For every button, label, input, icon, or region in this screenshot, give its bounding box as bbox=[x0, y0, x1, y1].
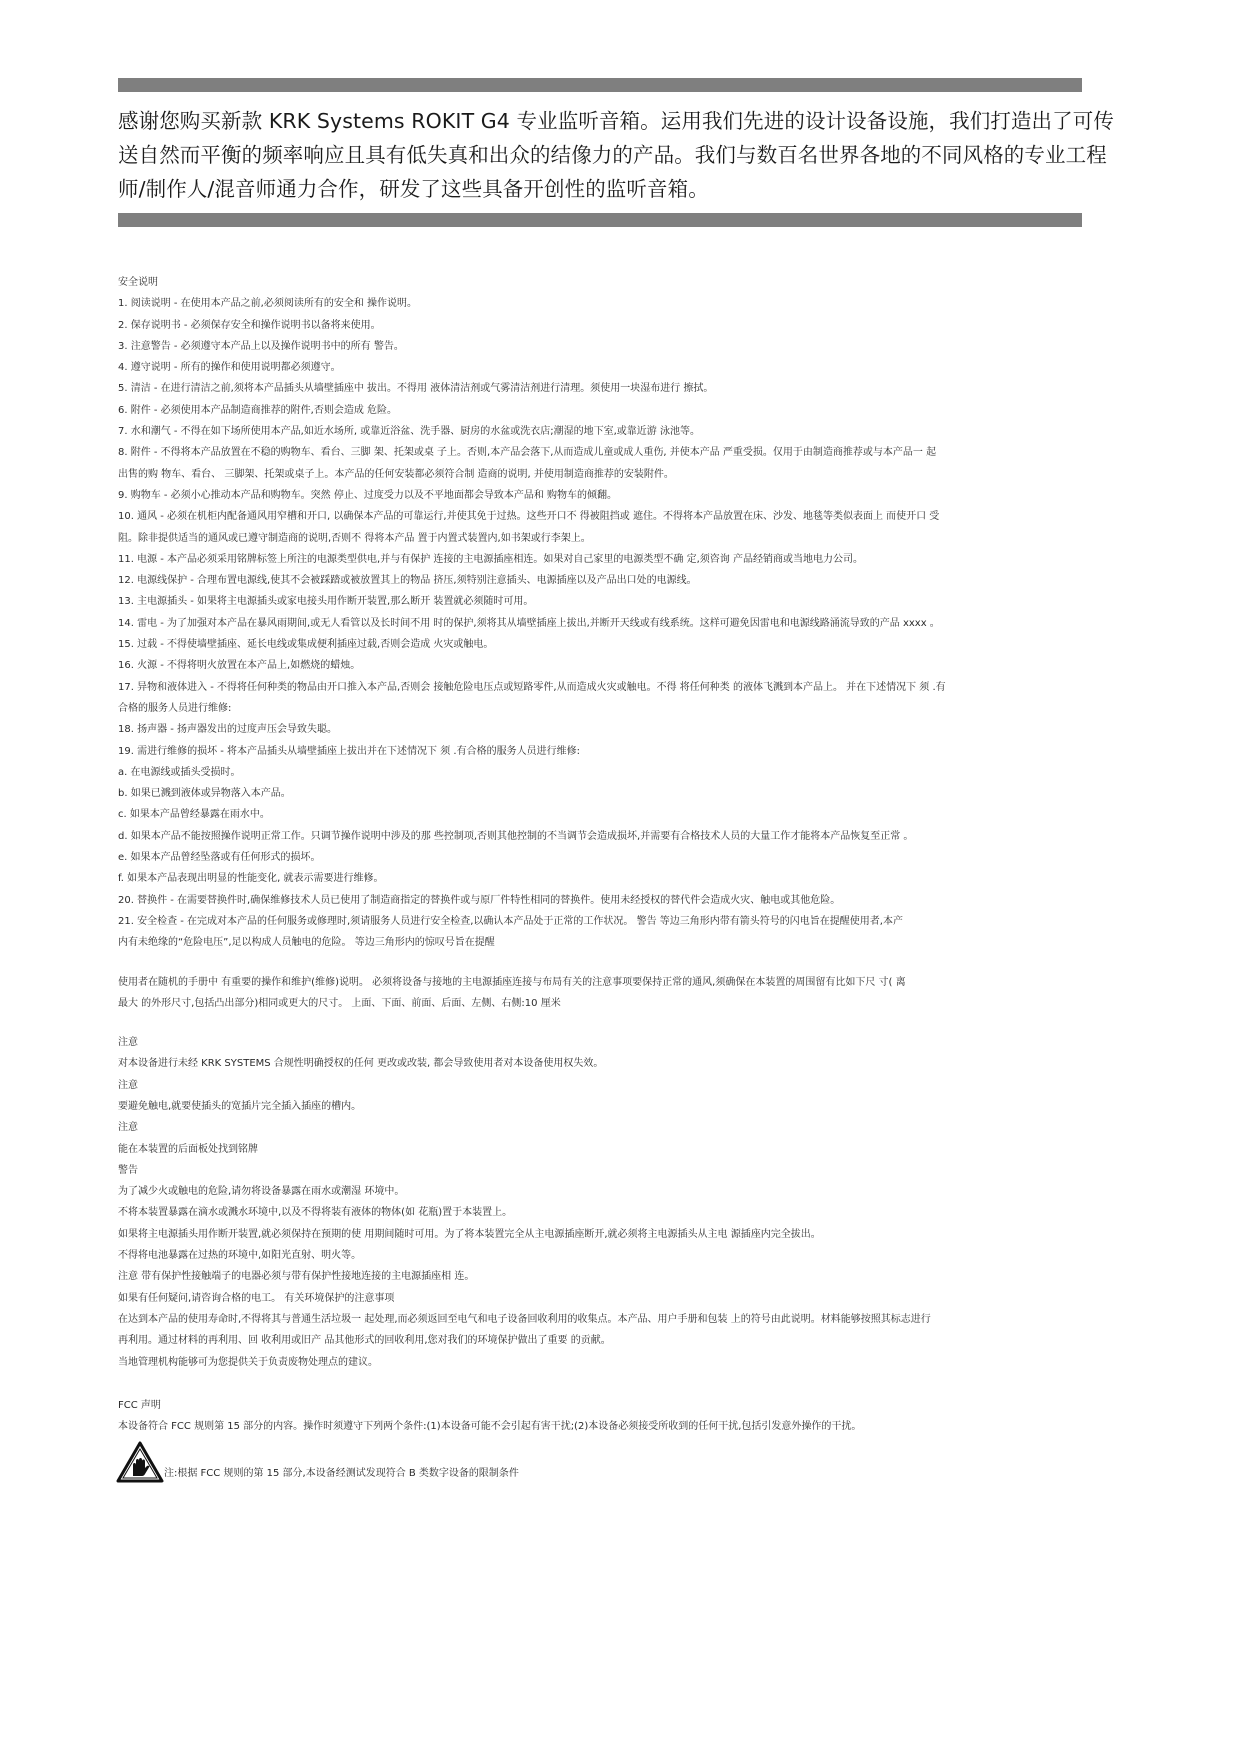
safety-item: 4. 遵守说明 - 所有的操作和使用说明都必须遵守。 bbox=[118, 362, 341, 374]
safety-item: 16. 火源 - 不得将明火放置在本产品上,如燃烧的蜡烛。 bbox=[118, 660, 361, 672]
ventilation-line: 使用者在随机的手册中 有重要的操作和维护(维修)说明。 必须将设备与接地的主电源插座连接与布局有关的注意事项要保持正常的通风,须确保在本装置的周围留有比如下尺 寸( 离 bbox=[118, 976, 906, 988]
safety-item: 合格的服务人员进行维修: bbox=[118, 702, 232, 714]
safety-item: 11. 电源 - 本产品必须采用铭牌标签上所注的电源类型供电,并与有保护 连接的主电源插座相连。如果对自己家里的电源类型不确 定,须咨询 产品经销商或当地电力公司。 bbox=[118, 553, 863, 565]
fcc-text: 本设备符合 FCC 规则第 15 部分的内容。操作时须遵守下列两个条件:(1)本设备可能不会引起有害干扰;(2)本设备必须接受所收到的任何干扰,包括引发意外操作的干扰。 bbox=[118, 1421, 862, 1433]
notice-line: 再利用。通过材料的再利用、回 收利用或旧产 品其他形式的回收利用,您对我们的环境保护做出了重要 的贡献。 bbox=[118, 1335, 611, 1347]
notice-line: 为了减少火或触电的危险,请勿将设备暴露在雨水或潮湿 环境中。 bbox=[118, 1186, 405, 1198]
top-divider-bar bbox=[118, 78, 1082, 92]
fcc-note-row bbox=[118, 1441, 1138, 1483]
safety-item: 2. 保存说明书 - 必须保存安全和操作说明书以备将来使用。 bbox=[118, 319, 381, 331]
safety-item: 3. 注意警告 - 必须遵守本产品上以及操作说明书中的所有 警告。 bbox=[118, 340, 404, 352]
safety-item: 6. 附件 - 必须使用本产品制造商推荐的附件,否则会造成 危险。 bbox=[118, 404, 398, 416]
notice-line: 不将本装置暴露在滴水或溅水环境中,以及不得将装有液体的物体(如 花瓶)置于本装置上。 bbox=[118, 1207, 513, 1219]
safety-item: 14. 雷电 - 为了加强对本产品在暴风雨期间,或无人看管以及长时间不用 时的保护,须将其从墙壁插座上拔出,并断开天线或有线系统。这样可避免因雷电和电源线路涌流导致的产品 xxxx 。 bbox=[118, 617, 940, 629]
safety-item: 17. 异物和液体进入 - 不得将任何种类的物品由开口推入本产品,否则会 接触危险电压点或短路零件,从而造成火灾或触电。不得 将任何种类 的液体飞溅到本产品上。 并在下述情况下 须 .有 bbox=[118, 681, 946, 693]
ventilation-block bbox=[118, 972, 1138, 1015]
safety-item: e. 如果本产品曾经坠落或有任何形式的损坏。 bbox=[118, 852, 321, 864]
safety-item: 20. 替换件 - 在需要替换件时,确保维修技术人员已使用了制造商指定的替换件或与原厂件特性相同的替换件。使用未经授权的替代件会造成火灾、触电或其他危险。 bbox=[118, 894, 841, 906]
notice-line: 如果有任何疑问,请咨询合格的电工。 有关环境保护的注意事项 bbox=[118, 1292, 395, 1304]
notice-line: 在达到本产品的使用寿命时,不得将其与普通生活垃圾一 起处理,而必须返回至电气和电子设备回收利用的收集点。本产品、用户手册和包装 上的符号由此说明。材料能够按照其标志进行 bbox=[118, 1313, 931, 1325]
safety-item: 21. 安全检查 - 在完成对本产品的任何服务或修理时,须请服务人员进行安全检查,以确认本产品处于正常的工作状况。 警告 等边三角形内带有箭头符号的闪电旨在提醒使用者,本产 bbox=[118, 915, 903, 927]
safety-item: 出售的购 物车、看台、 三脚架、托架或桌子上。本产品的任何安装都必须符合制 造商的说明, 并使用制造商推荐的安装附件。 bbox=[118, 468, 674, 480]
fcc-title: FCC 声明 bbox=[118, 1399, 161, 1411]
safety-item: b. 如果已溅到液体或异物落入本产品。 bbox=[118, 788, 291, 800]
safety-item: 1. 阅读说明 - 在使用本产品之前,必须阅读所有的安全和 操作说明。 bbox=[118, 298, 418, 310]
notice-line: 注意 bbox=[118, 1079, 138, 1091]
safety-item: d. 如果本产品不能按照操作说明正常工作。只调节操作说明中涉及的那 些控制项,否则其他控制的不当调节会造成损坏,并需要有合格技术人员的大量工作才能将本产品恢复至正常 。 bbox=[118, 830, 914, 842]
safety-item: 15. 过载 - 不得使墙壁插座、延长电线或集成便利插座过载,否则会造成 火灾或触电。 bbox=[118, 639, 494, 651]
safety-item: 8. 附件 - 不得将本产品放置在不稳的购物车、看台、三脚 架、托架或桌 子上。否则,本产品会落下,从而造成儿童或成人重伤, 并使本产品 严重受损。仅用于由制造商推荐或与本产品一 起 bbox=[118, 447, 937, 459]
safety-item: 9. 购物车 - 必须小心推动本产品和购物车。突然 停止、过度受力以及不平地面都会导致本产品和 购物车的倾翻。 bbox=[118, 489, 618, 501]
notice-line: 注意 bbox=[118, 1122, 138, 1134]
ventilation-line: 最大 的外形尺寸,包括凸出部分)相同或更大的尺寸。 上面、下面、前面、后面、左侧、右侧:10 厘米 bbox=[118, 997, 561, 1009]
fcc-note: 注:根据 FCC 规则的第 15 部分,本设备经测试发现符合 B 类数字设备的限制条件 bbox=[164, 1468, 519, 1480]
notice-line: 注意 bbox=[118, 1037, 138, 1049]
safety-item: 18. 扬声器 - 扬声器发出的过度声压会导致失聪。 bbox=[118, 724, 338, 736]
safety-item: a. 在电源线或插头受损时。 bbox=[118, 766, 241, 778]
safety-item: 阻。除非提供适当的通风或已遵守制造商的说明,否则不 得将本产品 置于内置式装置内,如书架或行李架上。 bbox=[118, 532, 591, 544]
safety-item: 12. 电源线保护 - 合理布置电源线,使其不会被踩踏或被放置其上的物品 挤压,须特别注意插头、电源插座以及产品出口处的电源线。 bbox=[118, 575, 697, 587]
notice-line: 当地管理机构能够可为您提供关于负责废物处理点的建议。 bbox=[118, 1356, 378, 1368]
notice-line: 要避免触电,就要使插头的宽插片完全插入插座的槽内。 bbox=[118, 1100, 362, 1112]
notices-block bbox=[118, 1032, 1138, 1373]
notice-line: 对本设备进行未经 KRK SYSTEMS 合规性明确授权的任何 更改或改装, 都会导致使用者对本设备使用权失效。 bbox=[118, 1058, 604, 1070]
safety-item: f. 如果本产品表现出明显的性能变化, 就表示需要进行维修。 bbox=[118, 873, 384, 885]
notice-line: 警告 bbox=[118, 1164, 138, 1176]
safety-item: 5. 清洁 - 在进行清洁之前,须将本产品插头从墙壁插座中 拔出。不得用 液体清洁剂或气雾清洁剂进行清理。须使用一块湿布进行 擦拭。 bbox=[118, 383, 714, 395]
safety-item: 19. 需进行维修的损坏 - 将本产品插头从墙壁插座上拔出并在下述情况下 须 .有合格的服务人员进行维修: bbox=[118, 745, 580, 757]
safety-item: 10. 通风 - 必须在机柜内配备通风用窄槽和开口, 以确保本产品的可靠运行,并使其免于过热。这些开口不 得被阻挡或 遮住。不得将本产品放置在床、沙发、地毯等类似表面上 而使开口 受 bbox=[118, 511, 940, 523]
notice-line: 能在本装置的后面板处找到铭牌 bbox=[118, 1143, 258, 1155]
notice-line: 如果将主电源插头用作断开装置,就必须保持在预期的使 用期间随时可用。为了将本装置完全从主电源插座断开,就必须将主电源插头从主电 源插座内完全拔出。 bbox=[118, 1228, 821, 1240]
safety-list bbox=[118, 293, 1138, 953]
safety-item: 7. 水和潮气 - 不得在如下场所使用本产品,如近水场所, 或靠近浴盆、洗手器、厨房的水盆或洗衣店;潮湿的地下室,或靠近游 泳池等。 bbox=[118, 426, 700, 438]
caution-hand-triangle-icon bbox=[116, 1441, 164, 1483]
safety-item: 内有未绝缘的“危险电压”,足以构成人员触电的危险。 等边三角形内的惊叹号旨在提醒 bbox=[118, 937, 495, 949]
document-body bbox=[118, 272, 1138, 1483]
safety-item: c. 如果本产品曾经暴露在雨水中。 bbox=[118, 809, 270, 821]
safety-title: 安全说明 bbox=[118, 277, 158, 288]
safety-item: 13. 主电源插头 - 如果将主电源插头或家电接头用作断开装置,那么断开 装置就必须随时可用。 bbox=[118, 596, 534, 608]
intro-paragraph: 感谢您购买新款 KRK Systems ROKIT G4 专业监听音箱。运用我们先进的设计设备设施，我们打造出了可传送自然而平衡的频率响应且具有低失真和出众的结像力的产品。我们与数百名世界各地的不同风格的专业工程师/制作人/混音师通力合作，研发了这些具备开创性的监听音箱。 bbox=[118, 109, 1114, 201]
notice-line: 注意 带有保护性接触端子的电器必须与带有保护性接地连接的主电源插座相 连。 bbox=[118, 1271, 475, 1283]
notice-line: 不得将电池暴露在过热的环境中,如阳光直射、明火等。 bbox=[118, 1250, 362, 1262]
bottom-divider-bar bbox=[118, 213, 1082, 227]
